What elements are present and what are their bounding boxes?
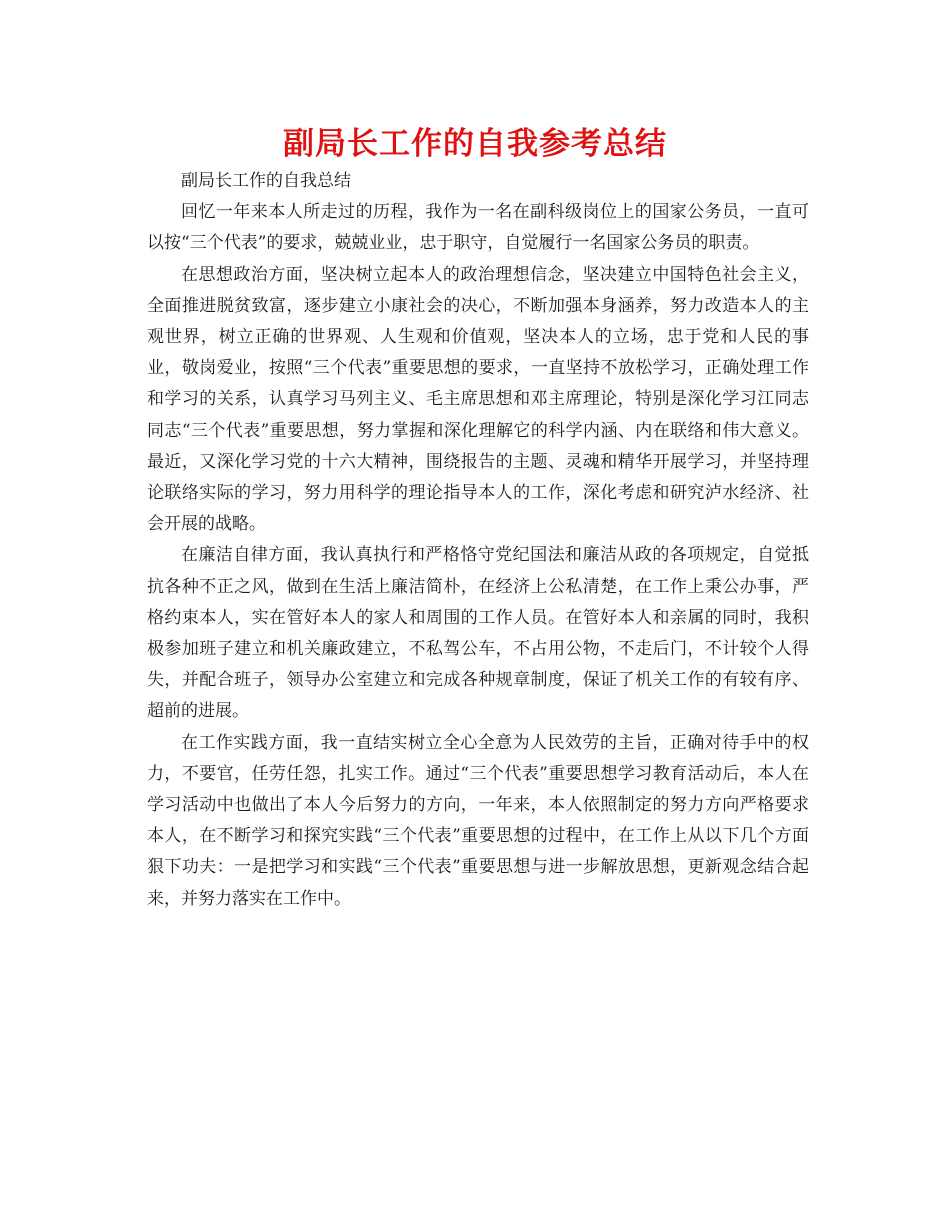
- paragraph-intro: 回忆一年来本人所走过的历程，我作为一名在副科级岗位上的国家公务员，一直可以按“三个代表”的要求，兢兢业业，忠于职守，自觉履行一名国家公务员的职责。: [147, 202, 809, 254]
- document-body: [147, 166, 809, 915]
- document-subtitle: 副局长工作的自我总结: [181, 171, 351, 191]
- paragraph-work-practice: 在工作实践方面，我一直结实树立全心全意为人民效劳的主旨，正确对待手中的权力，不要官，任劳任怨，扎实工作。通过“三个代表”重要思想学习教育活动后，本人在学习活动中也做出了本人今后努力的方向，一年来，本人依照制定的努力方向严格要求本人，在不断学习和探究实践“三个代表”重要思想的过程中，在工作上从以下几个方面狠下功夫：一是把学习和实践“三个代表”重要思想与进一步解放思想，更新观念结合起来，并努力落实在工作中。: [147, 732, 809, 909]
- paragraph-integrity: 在廉洁自律方面，我认真执行和严格恪守党纪国法和廉洁从政的各项规定，自觉抵抗各种不正之风，做到在生活上廉洁简朴，在经济上公私清楚，在工作上秉公办事，严格约束本人，实在管好本人的家人和周围的工作人员。在管好本人和亲属的同时，我积极参加班子建立和机关廉政建立，不私驾公车，不占用公物，不走后门，不计较个人得失，并配合班子，领导办公室建立和完成各种规章制度，保证了机关工作的有较有序、超前的进展。: [147, 545, 809, 722]
- paragraph-political: 在思想政治方面，坚决树立起本人的政治理想信念，坚决建立中国特色社会主义，全面推进脱贫致富，逐步建立小康社会的决心，不断加强本身涵养，努力改造本人的主观世界，树立正确的世界观、人生观和价值观，坚决本人的立场，忠于党和人民的事业，敬岗爱业，按照“三个代表”重要思想的要求，一直坚持不放松学习，正确处理工作和学习的关系，认真学习马列主义、毛主席思想和邓主席理论，特别是深化学习江同志同志“三个代表”重要思想，努力掌握和深化理解它的科学内涵、内在联络和伟大意义。最近，又深化学习党的十六大精神，围绕报告的主题、灵魂和精华开展学习，并坚持理论联络实际的学习，努力用科学的理论指导本人的工作，深化考虑和研究泸水经济、社会开展的战略。: [147, 264, 809, 535]
- document-title: 副局长工作的自我参考总结: [283, 126, 667, 162]
